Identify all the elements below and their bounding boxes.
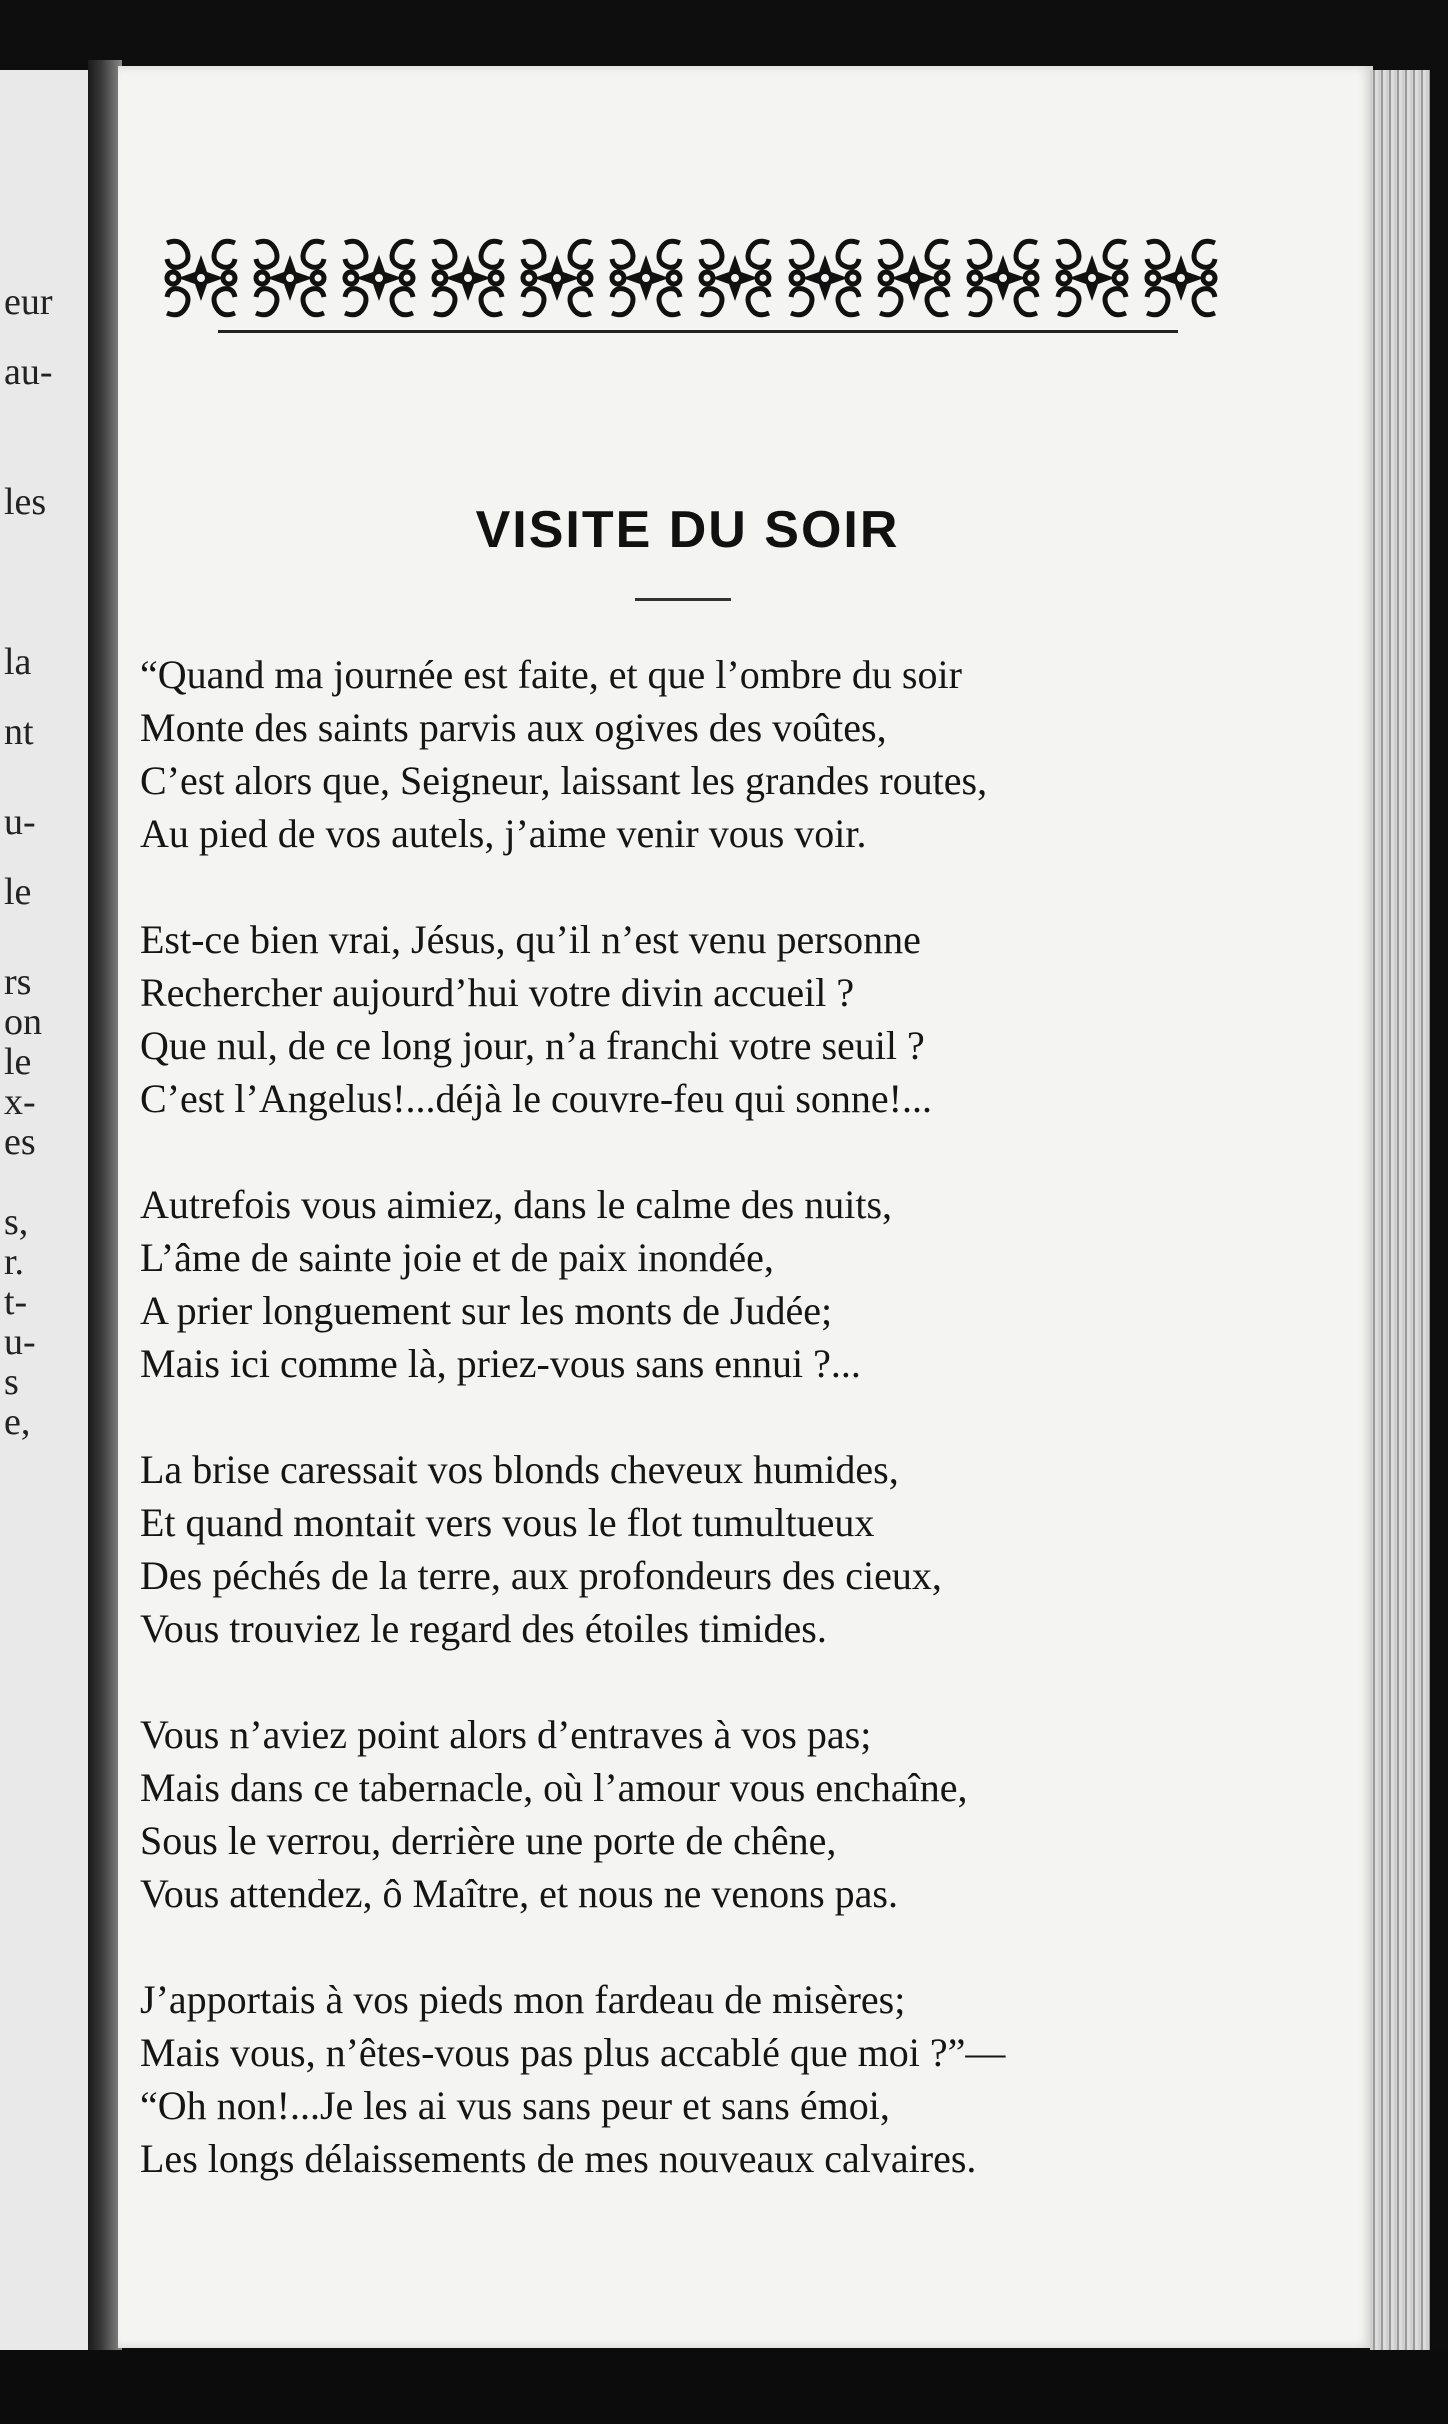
stanza (140, 648, 1220, 860)
ornament-motif-icon (427, 233, 509, 328)
poem-line: La brise caressait vos blonds cheveux humides, (140, 1447, 899, 1492)
poem-line: Que nul, de ce long jour, n’a franchi votre seuil ? (140, 1023, 925, 1068)
left-page-text-fragment: le (4, 871, 32, 913)
stanza (140, 913, 1220, 1125)
left-page-text-fragment: la (4, 641, 32, 683)
stanza (140, 1443, 1220, 1655)
ornament-motif-icon (338, 233, 420, 328)
poem-line: Vous n’aviez point alors d’entraves à vos pas; (140, 1712, 872, 1757)
left-page-text-fragment: nt (4, 711, 34, 753)
book-gutter (88, 60, 122, 2400)
stanza (140, 1973, 1220, 2185)
poem-line: Monte des saints parvis aux ogives des voûtes, (140, 705, 887, 750)
left-page-text-fragment: x- (4, 1081, 36, 1123)
ornament-motif-icon (873, 233, 955, 328)
left-facing-page (0, 70, 88, 2400)
ornament-motif-icon (694, 233, 776, 328)
left-page-text-fragment: es (4, 1121, 36, 1163)
poem-title: VISITE DU SOIR (475, 501, 900, 559)
poem-line: A prier longuement sur les monts de Judée; (140, 1288, 833, 1333)
left-page-text-fragment: u- (4, 1321, 36, 1363)
poem-line: L’âme de sainte joie et de paix inondée, (140, 1235, 774, 1280)
left-page-text-fragment: u- (4, 801, 36, 843)
poem-line: Vous trouviez le regard des étoiles timides. (140, 1606, 827, 1651)
stanza (140, 1178, 1220, 1390)
left-page-text-fragment: rs (4, 961, 32, 1003)
poem-line: Au pied de vos autels, j’aime venir vous voir. (140, 811, 867, 856)
left-page-text-fragment: s (4, 1361, 19, 1403)
ornament-motif-icon (516, 233, 598, 328)
page-edge (1370, 70, 1430, 2360)
poem-line: Autrefois vous aimiez, dans le calme des nuits, (140, 1182, 893, 1227)
title-rule (635, 598, 731, 601)
poem-line: Les longs délaissements de mes nouveaux calvaires. (140, 2136, 977, 2181)
ornament-motif-icon (605, 233, 687, 328)
left-page-text-fragment: on (4, 1001, 42, 1043)
poem-line: J’apportais à vos pieds mon fardeau de misères; (140, 1977, 906, 2022)
left-page-text-fragment: eur (4, 281, 53, 323)
left-page-text-fragment: au- (4, 351, 53, 393)
poem-line: Mais ici comme là, priez-vous sans ennui ?... (140, 1341, 861, 1386)
stanza (140, 1708, 1220, 1920)
poem-line: Vous attendez, ô Maître, et nous ne venons pas. (140, 1871, 898, 1916)
left-page-text-fragment: les (4, 481, 47, 523)
poem-line: Sous le verrou, derrière une porte de chêne, (140, 1818, 837, 1863)
poem-line: Rechercher aujourd’hui votre divin accueil ? (140, 970, 855, 1015)
left-page-text-fragment: s, (4, 1201, 29, 1243)
poem-line: C’est alors que, Seigneur, laissant les grandes routes, (140, 758, 988, 803)
left-page-text-fragment: e, (4, 1401, 31, 1443)
ornament-motif-icon (784, 233, 866, 328)
poem-line: Des péchés de la terre, aux profondeurs des cieux, (140, 1553, 942, 1598)
ornament-motif-icon (1051, 233, 1133, 328)
left-page-text-fragment: t- (4, 1281, 28, 1323)
left-page-text-fragment: le (4, 1041, 32, 1083)
poem-line: Mais dans ce tabernacle, où l’amour vous enchaîne, (140, 1765, 968, 1810)
scan-border (0, 2350, 1448, 2424)
poem-line: “Oh non!...Je les ai vus sans peur et sans émoi, (140, 2083, 890, 2128)
ornament-motif-icon (962, 233, 1044, 328)
poem-line: “Quand ma journée est faite, et que l’ombre du soir (140, 652, 962, 697)
poem-body (140, 648, 1220, 2238)
poem-line: Mais vous, n’êtes-vous pas plus accablé que moi ?”— (140, 2030, 1006, 2075)
poem-line: Est-ce bien vrai, Jésus, qu’il n’est venu personne (140, 917, 921, 962)
poem-line: C’est l’Angelus!...déjà le couvre-feu qui sonne!... (140, 1076, 932, 1121)
poem-line: Et quand montait vers vous le flot tumultueux (140, 1500, 875, 1545)
ornament-motif-icon (160, 233, 242, 328)
ornament-motif-icon (249, 233, 331, 328)
ornamental-header-band (160, 232, 1222, 328)
ornament-motif-icon (1140, 233, 1222, 328)
left-page-text-fragment: r. (4, 1241, 25, 1283)
ornament-rule (218, 330, 1178, 333)
